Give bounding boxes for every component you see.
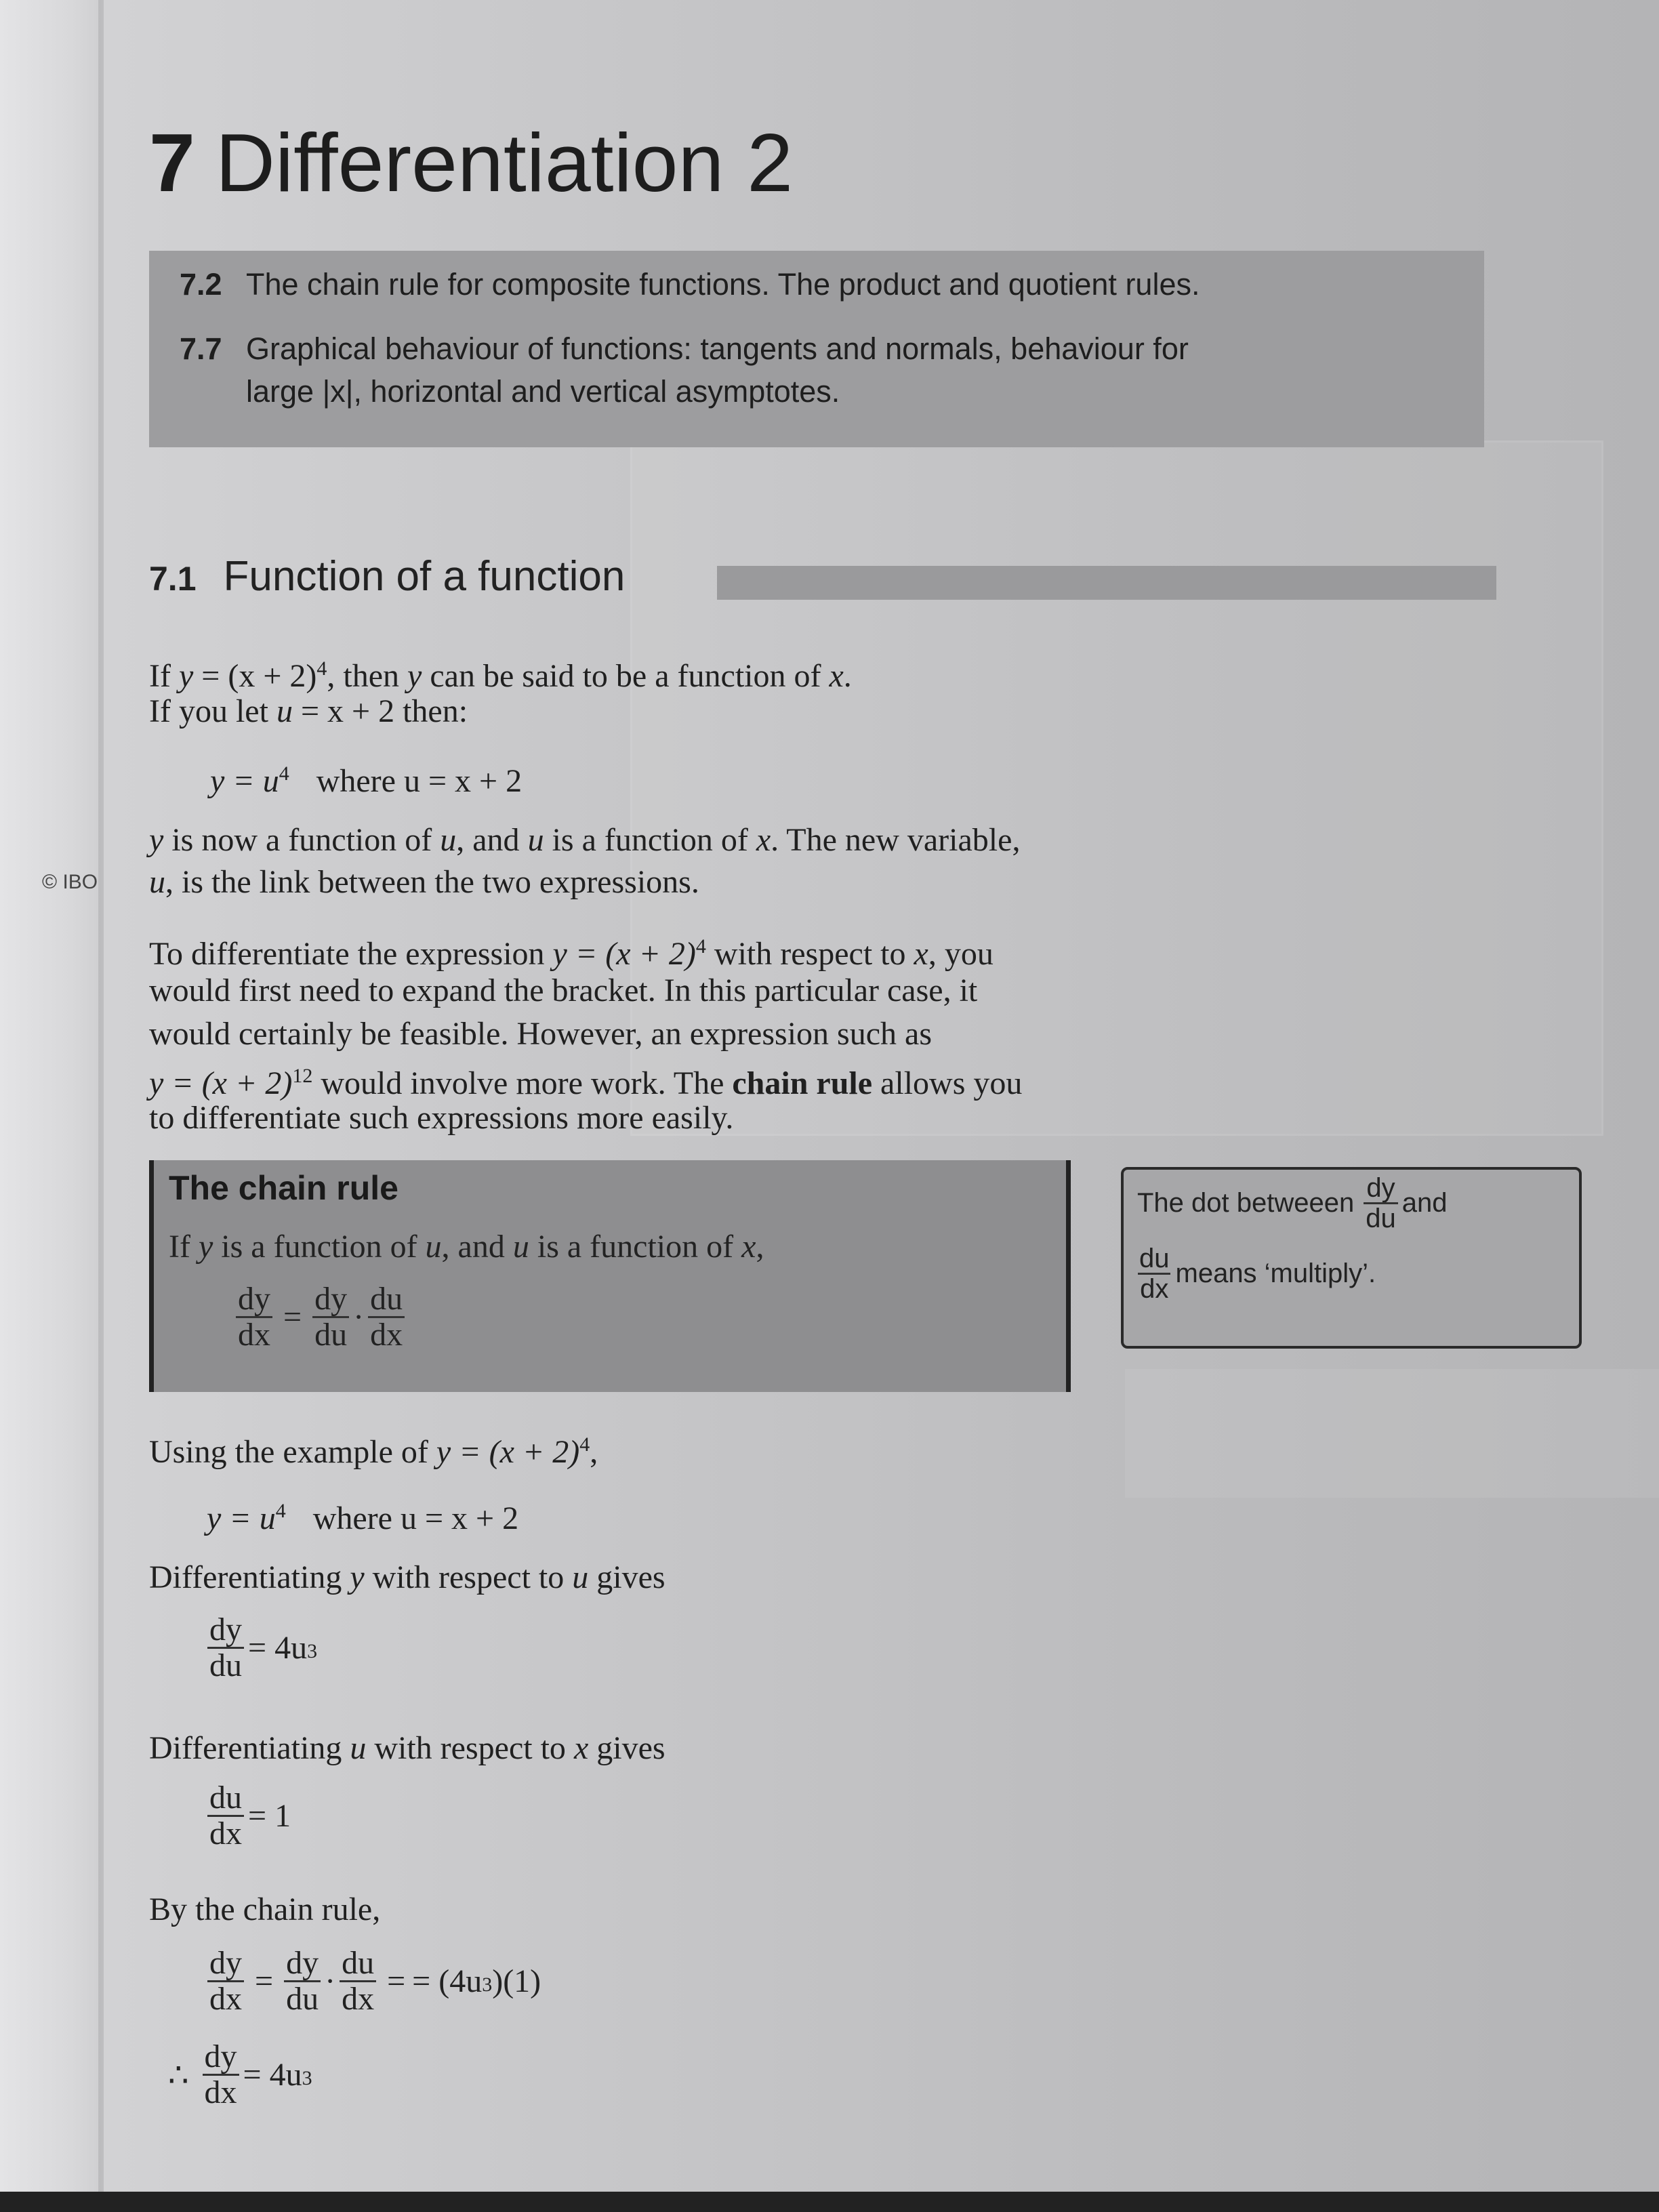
dy-du-result: $\frac{dy}{du}$ = 4u 3 [203,1613,317,1683]
syllabus-box [149,251,1484,447]
margin-note-box [1121,1167,1582,1349]
chapter-title [149,115,793,210]
paragraph-3-line-1: To differentiate the expression $y = (x + 2)^4$ with respect to x, you [149,935,994,972]
differentiate-u-text: Differentiating u with respect to x gives [149,1730,665,1766]
page-edge-shadow [98,0,104,2212]
chain-rule-box [149,1160,1071,1392]
section-heading [149,552,625,600]
bleed-through-box-2 [1125,1369,1659,1498]
example-intro: Using the example of $y = (x + 2)^4$, [149,1433,598,1470]
syllabus-text: The chain rule for composite functions. The product and quotient rules. [246,267,1200,302]
syllabus-code: 7.2 [180,267,222,302]
section-title: Function of a function [223,553,626,600]
du-dx-result: $\frac{du}{dx}$ = 1 [203,1781,291,1851]
page-gutter [0,0,102,2212]
syllabus-item [180,264,1200,305]
section-number: 7.1 [149,560,197,598]
chapter-title-text: Differentiation 2 [215,117,794,209]
chain-rule-formula: $\frac{dy}{dx}$ = $\frac{dy}{du}$ · $\frac{du}{dx}$ [232,1282,409,1353]
syllabus-text: Graphical behaviour of functions: tangents and normals, behaviour for [246,331,1189,366]
chain-rule-statement: If y is a function of u, and u is a function of x, [169,1229,764,1265]
chain-rule-title: The chain rule [169,1169,398,1207]
note-line-2: $\frac{du}{dx}$ means ‘multiply’. [1139,1244,1376,1304]
chain-rule-application: $\frac{dy}{dx}$ = $\frac{dy}{du}$ · $\frac{du}{dx}$ = = (4u 3 )(1) [203,1946,541,2017]
differentiate-y-text: Differentiating y with respect to u gives [149,1559,665,1595]
final-result: ∴ $\frac{dy}{dx}$ = 4u 3 [168,2039,312,2111]
example-substitution: $y = u^4$ where u = x + 2 [207,1500,519,1536]
substitution-equation: $y = u^4$ where u = x + 2 [210,762,523,799]
chapter-number: 7 [149,117,195,209]
paragraph-3-line-5: to differentiate such expressions more easily. [149,1100,734,1136]
paragraph-3-line-2: would first need to expand the bracket. In this particular case, it [149,972,978,1008]
syllabus-item-continued: large |x|, horizontal and vertical asymptotes. [246,374,840,409]
paragraph-2-line-1: y is now a function of u, and u is a function of x. The new variable, [149,822,1021,858]
intro-line-1: If $y = (x + 2)^4$, then y can be said to be a function of x. [149,657,852,694]
section-heading-bar [717,566,1496,600]
syllabus-code: 7.7 [180,331,222,366]
photo-bottom-edge [0,2192,1659,2212]
copyright-mark: © IBO [42,871,98,893]
paragraph-3-line-3: would certainly be feasible. However, an expression such as [149,1016,933,1052]
by-chain-rule-text: By the chain rule, [149,1891,381,1927]
syllabus-item [180,329,1189,369]
paragraph-3-line-4: $y = (x + 2)^{12}$ would involve more work. The chain rule allows you [149,1065,1023,1101]
note-line-1: The dot betweeen $\frac{dy}{du}$ and [1137,1173,1448,1233]
paragraph-2-line-2: u, is the link between the two expressions. [149,864,699,900]
intro-line-2: If you let u = x + 2 then: [149,693,468,729]
